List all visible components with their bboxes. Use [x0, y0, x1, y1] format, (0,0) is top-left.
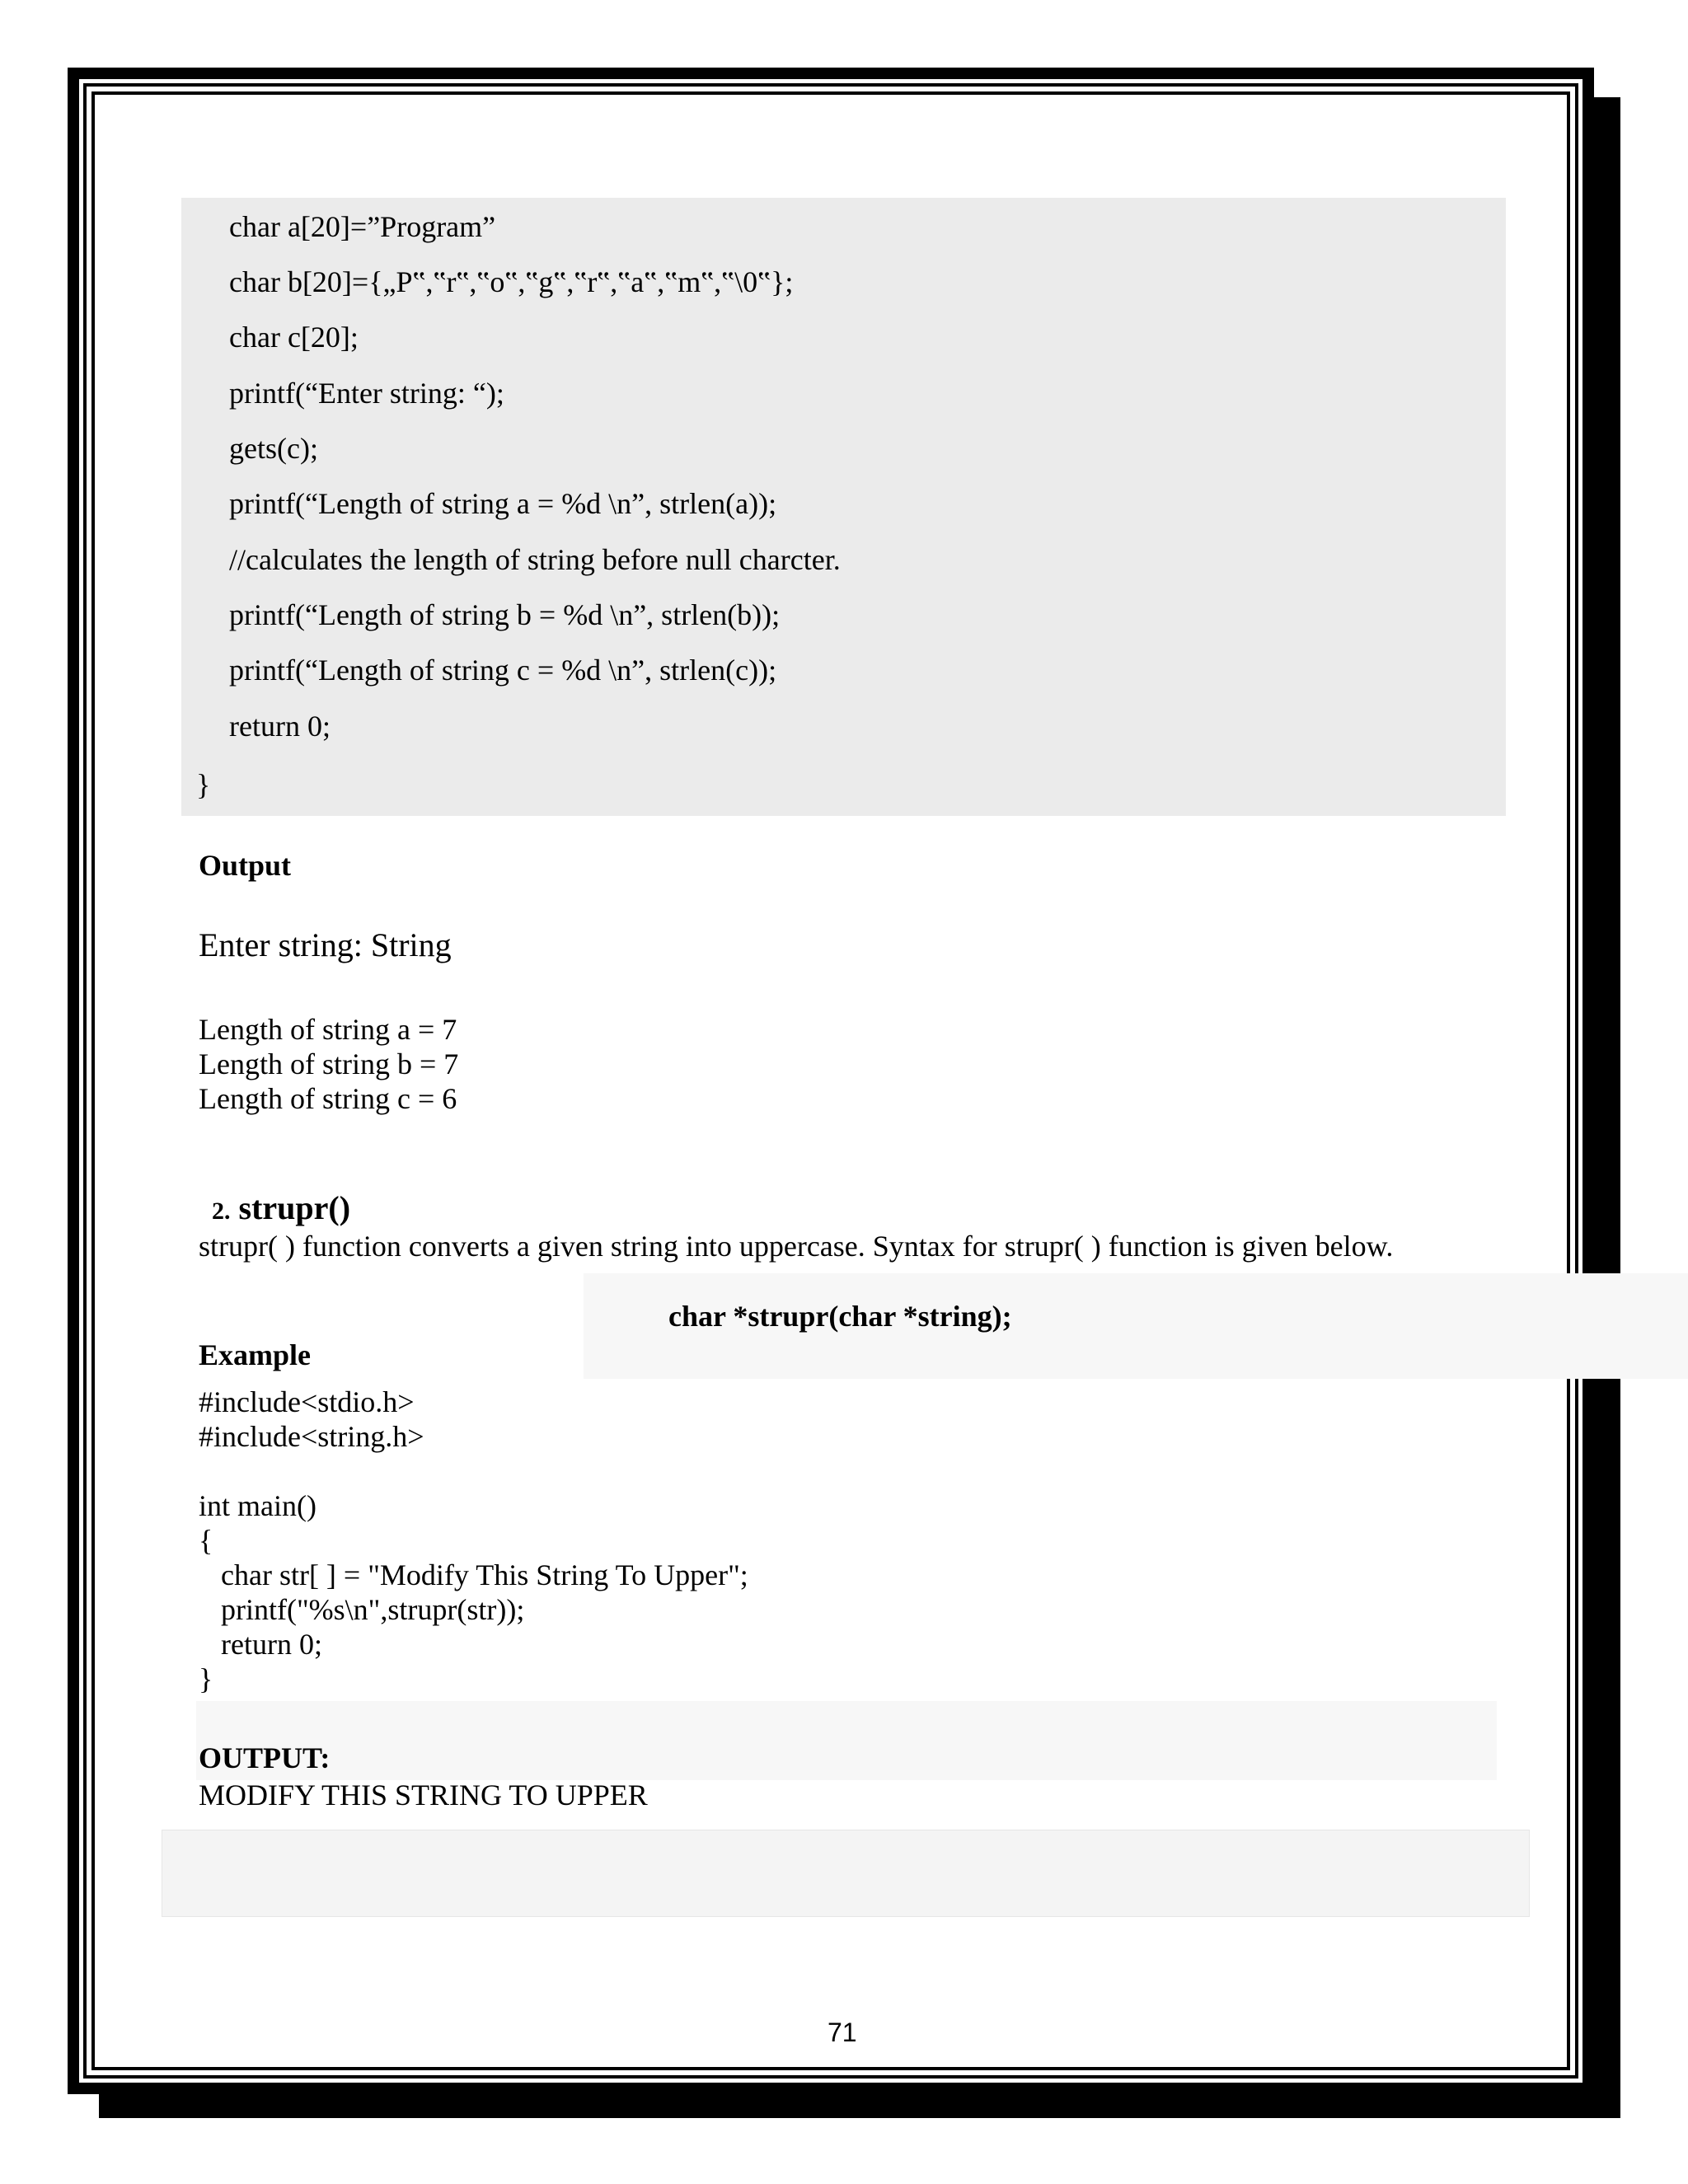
- example-code-line: int main(): [199, 1489, 316, 1522]
- example-code-line: printf("%s\n",strupr(str));: [199, 1593, 525, 1626]
- code-comment: //calculates the length of string before null charcter.: [229, 543, 841, 576]
- example-heading: Example: [199, 1338, 312, 1371]
- code-line: printf(“Length of string c = %d \n”, strlen(c));: [229, 654, 777, 687]
- output-result-line: Length of string b = 7: [199, 1047, 459, 1080]
- example-code-line: return 0;: [199, 1628, 322, 1661]
- output-prompt-line: Enter string: String: [199, 926, 452, 963]
- section-number: 2.: [212, 1197, 231, 1225]
- code-line: printf(“Length of string b = %d \n”, strlen(b));: [229, 598, 781, 631]
- example-code-line: #include<stdio.h>: [199, 1385, 415, 1418]
- page-number: 71: [828, 2018, 857, 2047]
- code-line: char a[20]=”Program”: [229, 210, 496, 243]
- empty-box: [162, 1830, 1530, 1917]
- example-code-line: {: [199, 1524, 213, 1557]
- output-heading: OUTPUT:: [199, 1741, 331, 1774]
- example-code-line: #include<string.h>: [199, 1420, 424, 1453]
- output-result-line: Length of string a = 7: [199, 1013, 457, 1046]
- code-line: gets(c);: [229, 432, 318, 465]
- example-code-line: char str[ ] = "Modify This String To Upper";: [199, 1558, 748, 1591]
- output-box: [196, 1701, 1497, 1780]
- code-line: char c[20];: [229, 321, 359, 354]
- code-closing-brace: }: [196, 768, 211, 801]
- code-line: printf(“Length of string a = %d \n”, strlen(a));: [229, 487, 777, 520]
- output-result-line: Length of string c = 6: [199, 1082, 457, 1115]
- code-line: printf(“Enter string: “);: [229, 377, 504, 410]
- code-line: char b[20]={„P‟,‟r‟,‟o‟,‟g‟,‟r‟,‟a‟,‟m‟,‟\0‟};: [229, 265, 794, 298]
- output-text: MODIFY THIS STRING TO UPPER: [199, 1779, 648, 1811]
- section-description: strupr( ) function converts a given string into uppercase. Syntax for strupr( ) function is given below.: [199, 1230, 1394, 1263]
- section-title: strupr(): [238, 1189, 351, 1226]
- output-heading: Output: [199, 849, 292, 882]
- example-code-line: }: [199, 1662, 213, 1695]
- code-line: return 0;: [229, 710, 331, 743]
- syntax-text: char *strupr(char *string);: [668, 1300, 1012, 1333]
